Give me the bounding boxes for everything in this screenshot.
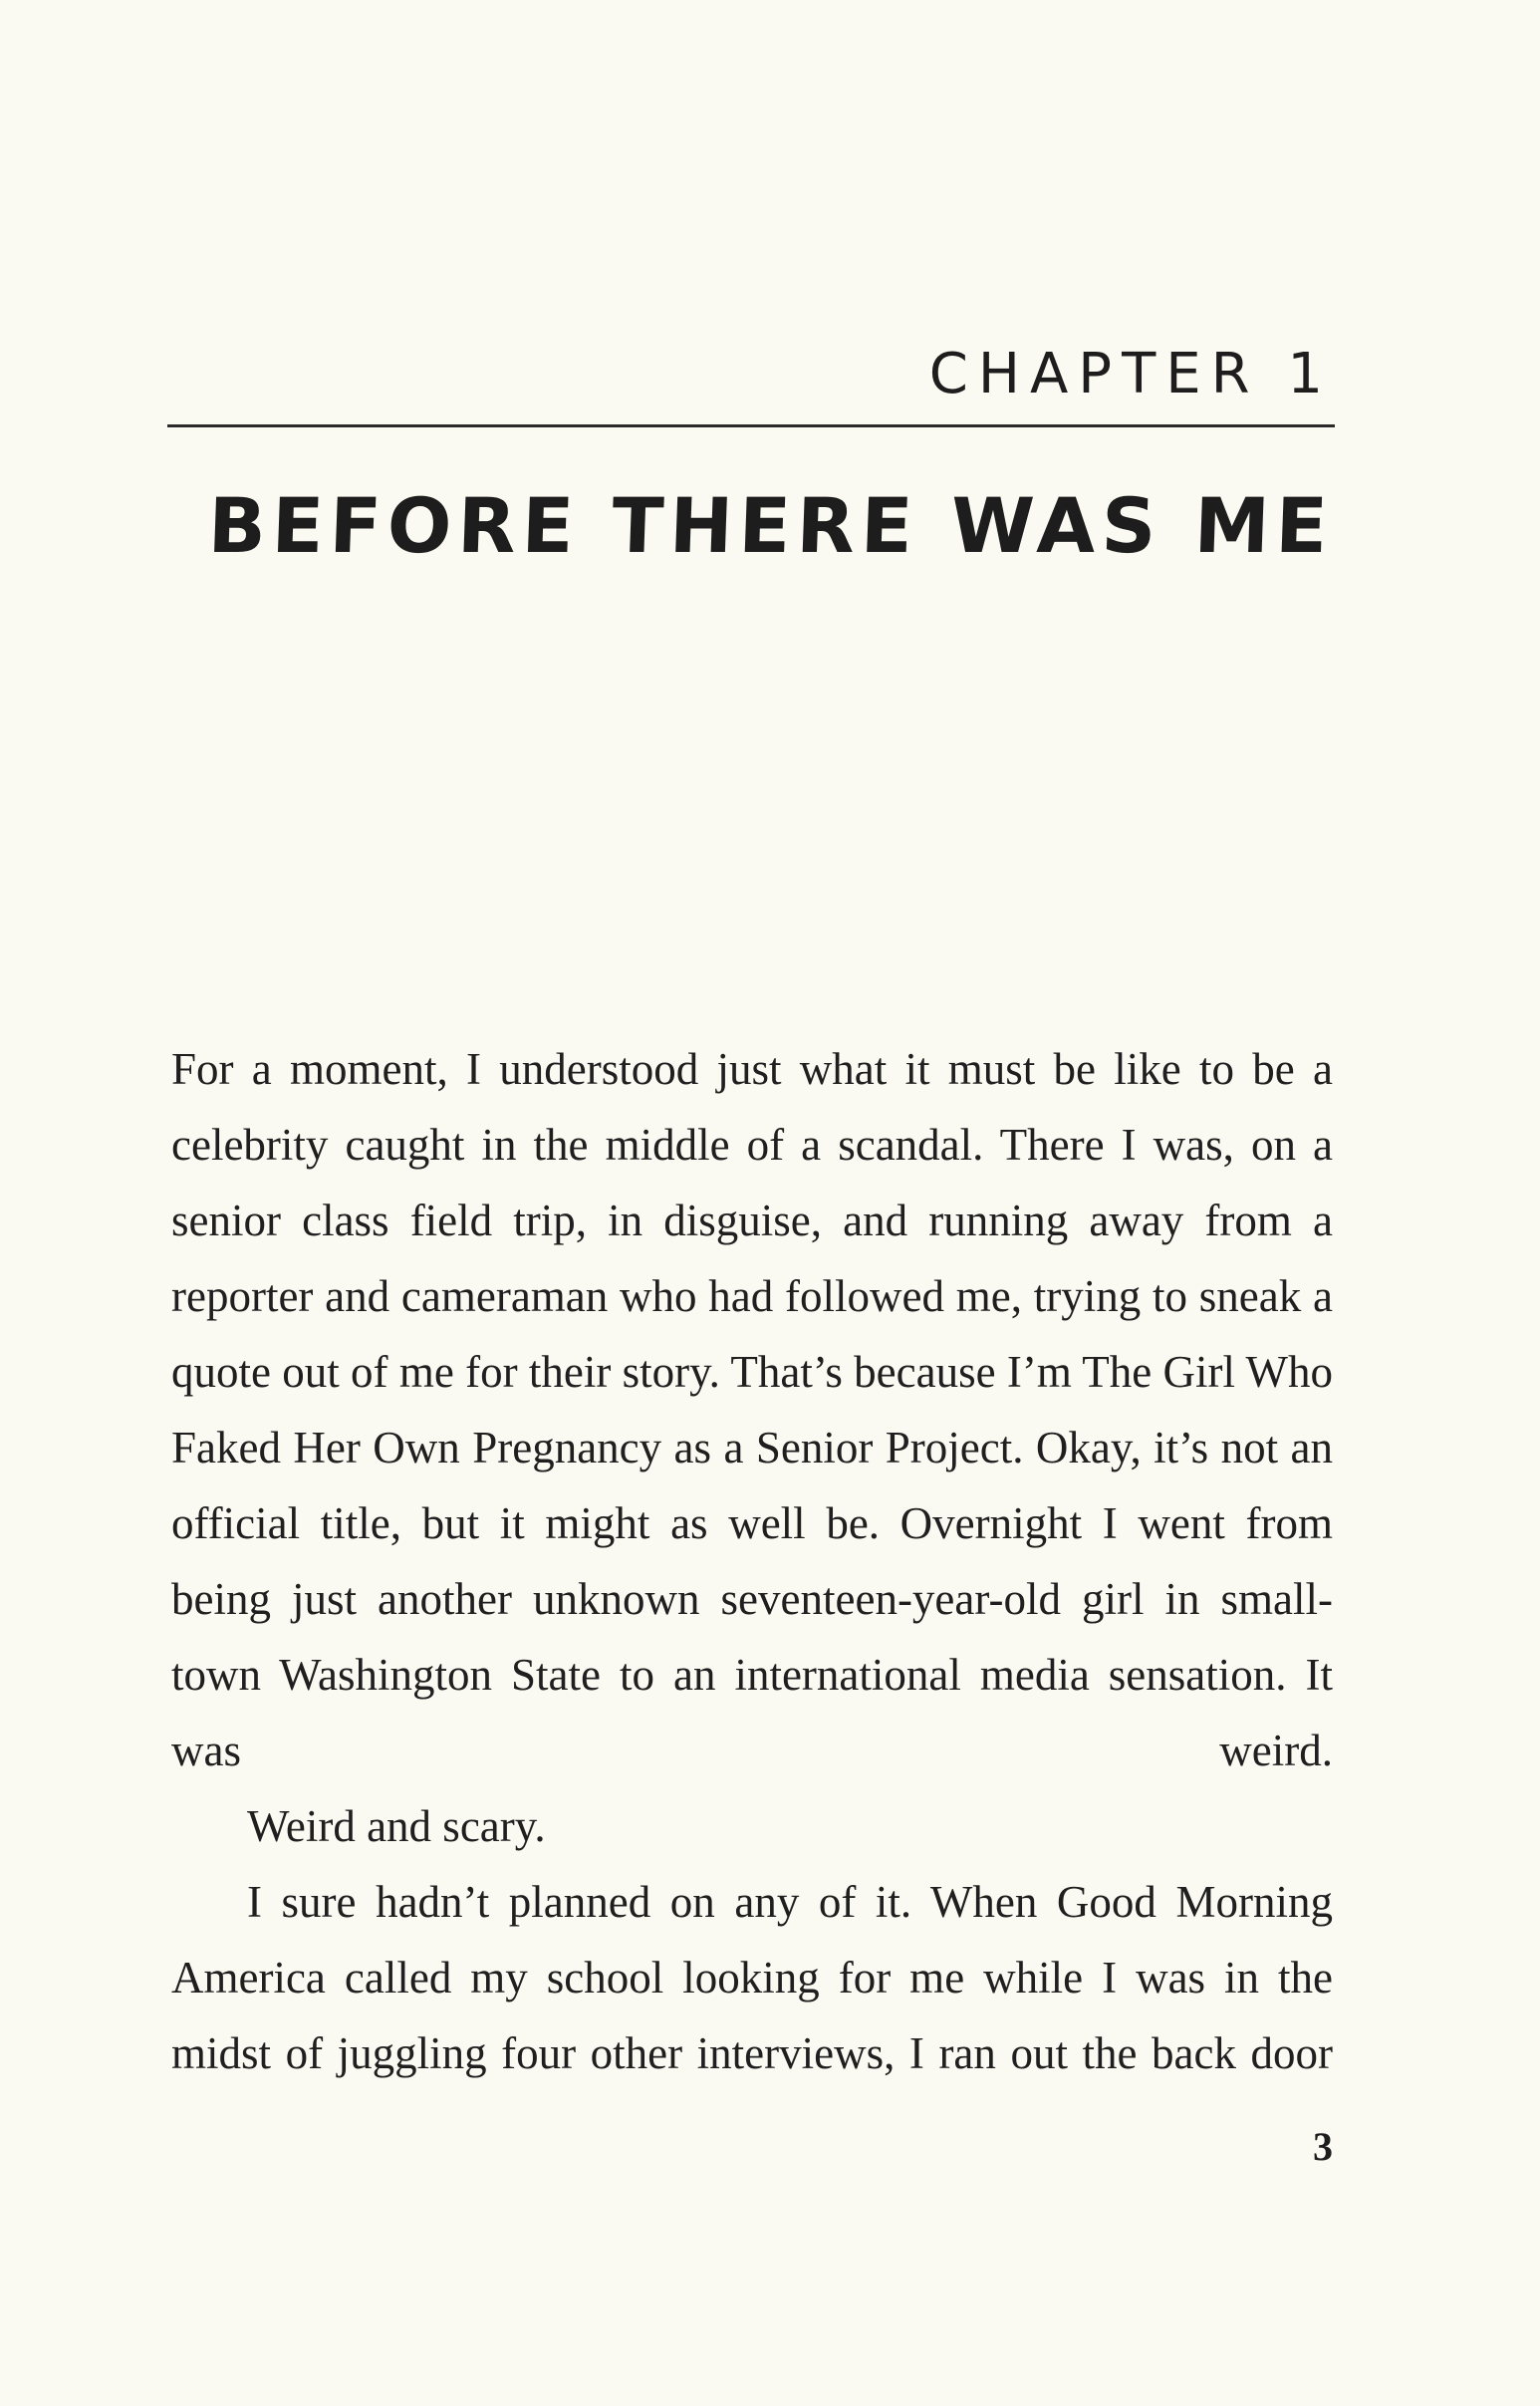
chapter-label: CHAPTER 1 [928, 342, 1333, 406]
page-number: 3 [1313, 2124, 1333, 2169]
chapter-divider [167, 424, 1335, 427]
body-text [171, 1031, 1333, 2091]
paragraph: I sure hadn’t planned on any of it. When Good Morning America called my school looking for me while I was in the midst of juggling four other interviews, I ran out the back door [171, 1877, 1333, 2078]
chapter-title: BEFORE THERE WAS ME [205, 481, 1335, 570]
paragraph: For a moment, I understood just what it must be like to be a celebrity caught in the middle of a scandal. There I was, on a senior class field trip, in disguise, and running away from a reporter and cameraman who had followed me, trying to sneak a quote out of me for their story. That’s because I’m The Girl Who Faked Her Own Pregnancy as a Senior Project. Okay, it’s not an official title, but it might as well be. Overnight I went from being just another unknown seventeen-year-old girl in small-town Washington State to an international media sensation. It was weird. [171, 1044, 1333, 1775]
paragraph: Weird and scary. [247, 1801, 546, 1851]
